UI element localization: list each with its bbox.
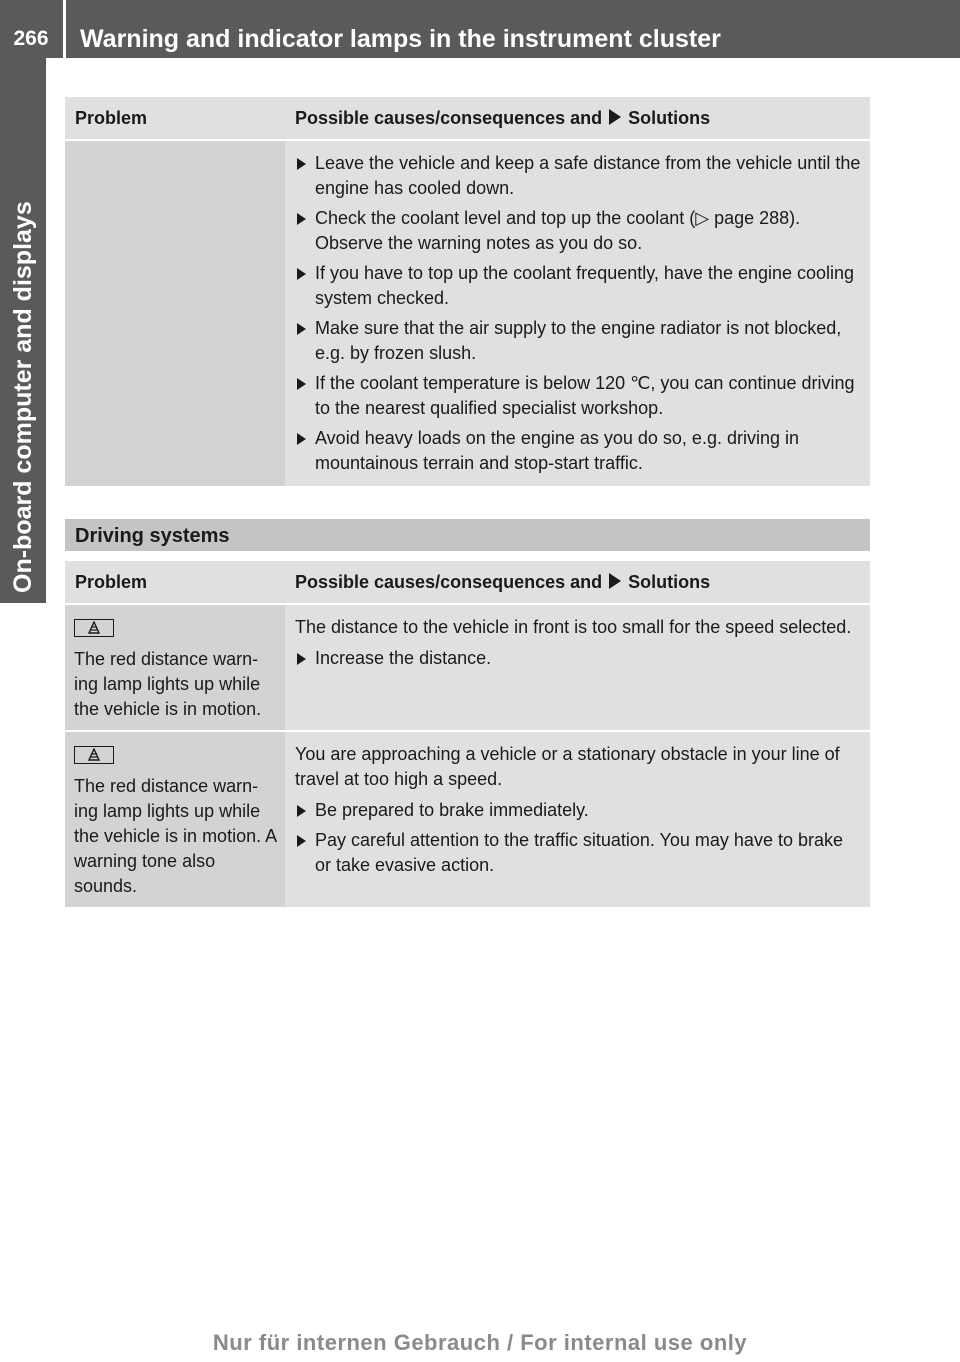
column-header-problem: Problem bbox=[65, 561, 285, 604]
solution-step-text: Be prepared to brake immediately. bbox=[315, 800, 589, 820]
solution-step-text: Make sure that the air supply to the engine radiator is not blocked, e.g. by frozen slush. bbox=[315, 318, 842, 363]
solution-step-text: Pay careful attention to the traffic situation. You may have to brake or take evasive action. bbox=[315, 830, 843, 875]
step-arrow-icon bbox=[297, 805, 306, 817]
step-arrow-icon bbox=[297, 653, 306, 665]
problem-cell bbox=[65, 731, 285, 907]
chapter-side-tab-label: On-board computer and displays bbox=[9, 201, 37, 593]
solution-step bbox=[295, 646, 862, 671]
solution-step-text: If the coolant temperature is below 120 ℃, you can continue driving to the nearest qualified specialist workshop. bbox=[315, 373, 855, 418]
column-header-solutions-text2: Solutions bbox=[628, 108, 711, 128]
cause-text: The distance to the vehicle in front is too small for the speed selected. bbox=[295, 617, 852, 637]
solutions-cell bbox=[285, 140, 870, 486]
driving-systems-table bbox=[65, 561, 870, 907]
column-header-solutions bbox=[285, 97, 870, 140]
solution-step bbox=[295, 426, 862, 476]
distance-warning-lamp-icon bbox=[74, 619, 114, 637]
solutions-cell bbox=[285, 604, 870, 731]
column-header-solutions-text: Possible causes/consequences and bbox=[295, 572, 603, 592]
table-row bbox=[65, 731, 870, 907]
page-number: 266 bbox=[13, 27, 49, 50]
solution-step-text: Increase the distance. bbox=[315, 648, 492, 668]
page-title: Warning and indicator lamps in the instrument cluster bbox=[80, 25, 721, 53]
coolant-table bbox=[65, 97, 870, 486]
solution-step bbox=[295, 828, 862, 878]
solution-step-text: Avoid heavy loads on the engine as you do so, e.g. driving in mountainous terrain and stop-start traffic. bbox=[315, 428, 799, 473]
solutions-cell bbox=[285, 731, 870, 907]
solution-step-text: Check the coolant level and top up the coolant (▷ page 288). Observe the warning notes as you do so. bbox=[315, 208, 801, 253]
cause-text: You are approaching a vehicle or a stationary obstacle in your line of travel at too high a speed. bbox=[295, 744, 840, 789]
step-arrow-icon bbox=[297, 835, 306, 847]
solution-step bbox=[295, 798, 862, 823]
solution-step-text: Leave the vehicle and keep a safe distance from the vehicle until the engine has cooled down. bbox=[315, 153, 861, 198]
chapter-side-tab bbox=[0, 58, 46, 603]
arrow-icon bbox=[609, 109, 621, 125]
distance-warning-lamp-icon bbox=[74, 746, 114, 764]
table-header-row bbox=[65, 561, 870, 604]
table-row bbox=[65, 604, 870, 731]
problem-text: The red distance warn-ing lamp lights up while the vehicle is in motion. A warning tone also sounds. bbox=[74, 776, 277, 896]
column-header-solutions bbox=[285, 561, 870, 604]
problem-cell bbox=[65, 604, 285, 731]
step-arrow-icon bbox=[297, 213, 306, 225]
section-heading: Driving systems bbox=[65, 519, 870, 551]
step-arrow-icon bbox=[297, 378, 306, 390]
problem-text: The red distance warn-ing lamp lights up while the vehicle is in motion. bbox=[74, 649, 262, 719]
solution-step bbox=[295, 371, 862, 421]
watermark-footer: Nur für internen Gebrauch / For internal use only bbox=[212, 1330, 748, 1355]
step-arrow-icon bbox=[297, 433, 306, 445]
step-arrow-icon bbox=[297, 158, 306, 170]
step-arrow-icon bbox=[297, 323, 306, 335]
column-header-solutions-text: Possible causes/consequences and bbox=[295, 108, 603, 128]
solution-step bbox=[295, 316, 862, 366]
column-header-solutions-text2: Solutions bbox=[628, 572, 711, 592]
arrow-icon bbox=[609, 573, 621, 589]
table-row bbox=[65, 140, 870, 486]
solution-step bbox=[295, 206, 862, 256]
table-header-row bbox=[65, 97, 870, 140]
problem-cell bbox=[65, 140, 285, 486]
solution-step bbox=[295, 261, 862, 311]
step-arrow-icon bbox=[297, 268, 306, 280]
solution-step bbox=[295, 151, 862, 201]
solution-step-text: If you have to top up the coolant frequently, have the engine cooling system checked. bbox=[315, 263, 855, 308]
column-header-problem: Problem bbox=[65, 97, 285, 140]
header-divider bbox=[63, 0, 66, 58]
